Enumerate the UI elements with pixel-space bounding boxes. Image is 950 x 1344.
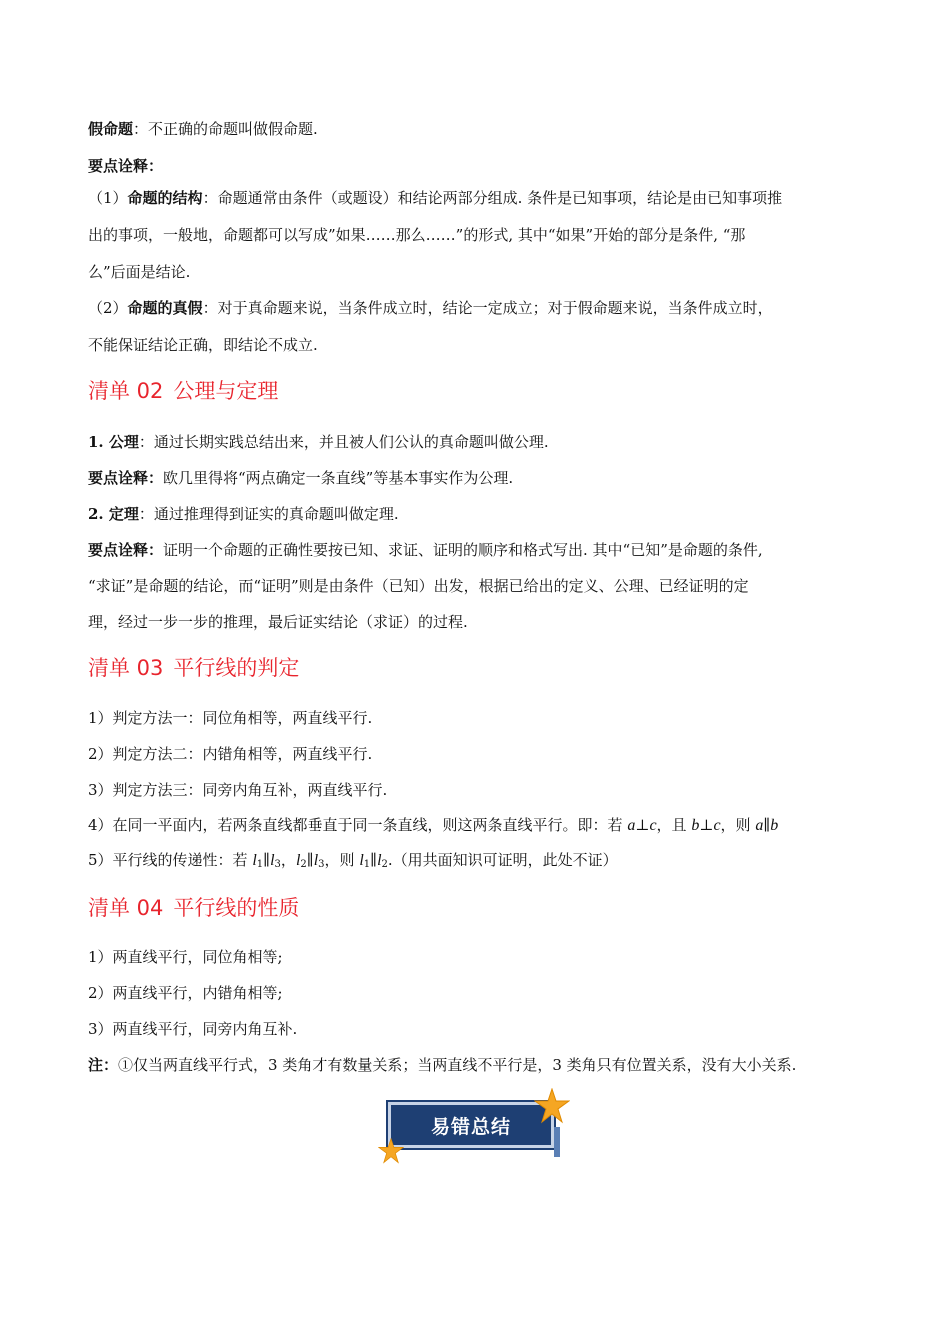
property-item-2: 2）两直线平行，内错角相等; xyxy=(88,984,283,1002)
star-icon xyxy=(534,1088,570,1124)
criterion-item-1: 1）判定方法一：同位角相等，两直线平行. xyxy=(88,709,373,727)
axiom-line: 1. 公理：通过长期实践总结出来，并且被人们公认的真命题叫做公理. xyxy=(88,433,549,451)
badge-stripe xyxy=(554,1127,560,1157)
truth-line-2: 不能保证结论正确，即结论不成立. xyxy=(88,336,318,354)
theorem-label: 2. 定理 xyxy=(88,505,139,523)
truth-line-1: （2）命题的真假：对于真命题来说，当条件成立时，结论一定成立；对于假命题来说，当条件成立时， xyxy=(88,299,773,317)
small-star-icon xyxy=(378,1138,404,1164)
structure-line-1: （1）命题的结构：命题通常由条件（或题设）和结论两部分组成. 条件是已知事项，结论是由已知事项推 xyxy=(88,189,783,207)
false-proposition-line: 假命题：不正确的命题叫做假命题. xyxy=(88,120,318,138)
error-summary-badge xyxy=(378,1088,578,1168)
theorem-notes-line-1: 要点诠释：证明一个命题的正确性要按已知、求证、证明的顺序和格式写出. 其中“已知”是命题的条件, xyxy=(88,541,763,559)
theorem-line: 2. 定理：通过推理得到证实的真命题叫做定理. xyxy=(88,505,399,523)
notes-label: 要点诠释： xyxy=(88,157,164,175)
axiom-notes-line: 要点诠释：欧几里得将“两点确定一条直线”等基本事实作为公理. xyxy=(88,469,514,487)
section-04-heading: 清单 04 平行线的性质 xyxy=(88,896,300,920)
truth-label: 命题的真假 xyxy=(127,299,203,317)
criterion-item-3: 3）判定方法三：同旁内角互补，两直线平行. xyxy=(88,781,388,799)
section-03-heading: 清单 03 平行线的判定 xyxy=(88,656,300,680)
section-02-heading: 清单 02 公理与定理 xyxy=(88,379,279,403)
badge-panel xyxy=(388,1102,554,1148)
property-item-3: 3）两直线平行，同旁内角互补. xyxy=(88,1020,298,1038)
criterion-item-5: 5）平行线的传递性：若 $l_1\parallel l_3$，$l_2\parallel l_3$，则 $l_1\parallel l_2$.（用共面知识可证明，此处不证） xyxy=(88,851,618,870)
structure-line-2: 出的事项，一般地，命题都可以写成”如果……那么……”的形式, 其中“如果”开始的部分是条件, “那 xyxy=(88,226,746,244)
false-proposition-label: 假命题 xyxy=(88,120,134,138)
theorem-notes-line-3: 理，经过一步一步的推理，最后证实结论（求证）的过程. xyxy=(88,613,468,631)
criterion-item-4: 4）在同一平面内，若两条直线都垂直于同一条直线，则这两条直线平行。即：若 a⊥c，且 b⊥c，则 a∥b xyxy=(88,816,779,834)
structure-line-3: 么”后面是结论. xyxy=(88,263,191,281)
axiom-label: 1. 公理 xyxy=(88,433,139,451)
criterion-item-2: 2）判定方法二：内错角相等，两直线平行. xyxy=(88,745,373,763)
badge-label: 易错总结 xyxy=(430,1115,511,1138)
structure-label: 命题的结构 xyxy=(127,189,203,207)
property-note: 注：①仅当两直线平行式，3 类角才有数量关系；当两直线不平行是，3 类角只有位置关系，没有大小关系. xyxy=(88,1056,797,1074)
property-item-1: 1）两直线平行，同位角相等; xyxy=(88,948,283,966)
theorem-notes-line-2: “求证”是命题的结论，而“证明”则是由条件（已知）出发，根据已给出的定义、公理、已经证明的定 xyxy=(88,577,749,595)
